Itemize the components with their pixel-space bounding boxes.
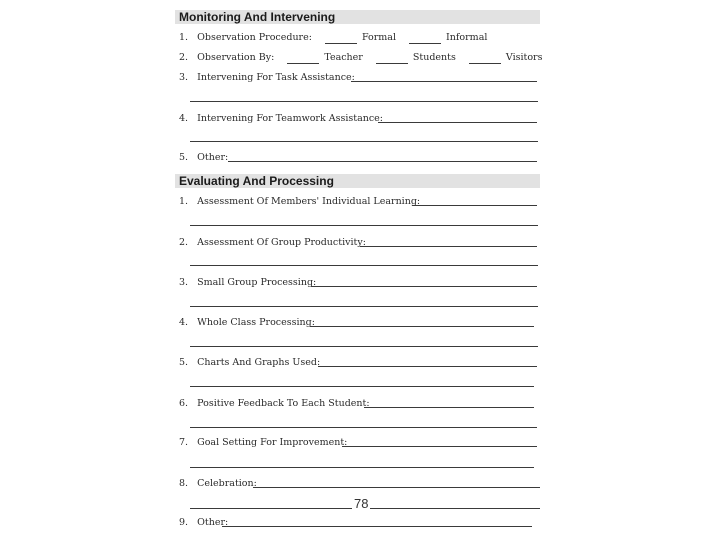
item-number: 3. xyxy=(179,72,189,83)
item-number: 7. xyxy=(179,437,189,448)
item-number: 4. xyxy=(179,317,189,328)
checkbox-blank-formal[interactable] xyxy=(325,34,357,44)
checkbox-blank-informal[interactable] xyxy=(409,34,441,44)
item-number: 5. xyxy=(179,357,189,368)
monitoring-item-task-assistance xyxy=(179,71,355,84)
item-label: Charts And Graphs Used: xyxy=(197,357,321,368)
answer-line[interactable] xyxy=(190,386,534,387)
option-formal: Formal xyxy=(361,32,396,43)
item-number: 3. xyxy=(179,277,189,288)
answer-line[interactable] xyxy=(190,427,537,428)
item-label: Small Group Processing: xyxy=(197,277,317,288)
item-label: Assessment Of Group Productivity: xyxy=(197,237,366,248)
evaluating-item-group-productivity xyxy=(179,236,366,249)
page-number: 78 xyxy=(354,496,369,511)
answer-line[interactable] xyxy=(378,122,537,123)
answer-line[interactable] xyxy=(190,467,534,468)
item-number: 4. xyxy=(179,113,189,124)
evaluating-item-goal-setting xyxy=(179,436,347,449)
item-number: 2. xyxy=(179,237,189,248)
item-label: Intervening For Task Assistance: xyxy=(197,72,355,83)
answer-line[interactable] xyxy=(228,161,537,162)
answer-line[interactable] xyxy=(190,306,538,307)
answer-line[interactable] xyxy=(351,81,537,82)
item-label: Intervening For Teamwork Assistance: xyxy=(197,113,384,124)
item-label: Celebration: xyxy=(197,478,257,489)
evaluating-item-positive-feedback xyxy=(179,397,370,410)
checkbox-blank-visitors[interactable] xyxy=(469,54,501,64)
item-number: 6. xyxy=(179,398,189,409)
item-number: 1. xyxy=(179,196,189,207)
answer-line[interactable] xyxy=(253,487,540,488)
evaluating-item-whole-class-processing xyxy=(179,316,315,329)
checkbox-blank-students[interactable] xyxy=(376,54,408,64)
answer-line[interactable] xyxy=(190,101,538,102)
answer-line[interactable] xyxy=(342,446,537,447)
answer-line[interactable] xyxy=(310,326,534,327)
monitoring-item-other xyxy=(179,151,228,164)
checkbox-blank-teacher[interactable] xyxy=(287,54,319,64)
option-visitors: Visitors xyxy=(505,52,543,63)
section-heading-monitoring: Monitoring And Intervening xyxy=(175,10,540,24)
answer-line[interactable] xyxy=(412,205,537,206)
answer-line[interactable] xyxy=(190,346,538,347)
section-heading-evaluating: Evaluating And Processing xyxy=(175,174,540,188)
evaluating-item-charts-graphs xyxy=(179,356,320,369)
item-label: Observation By: xyxy=(197,52,275,63)
item-label: Other: xyxy=(197,517,229,528)
item-label: Positive Feedback To Each Student: xyxy=(197,398,370,409)
answer-line[interactable] xyxy=(222,526,532,527)
item-number: 2. xyxy=(179,52,189,63)
item-number: 1. xyxy=(179,32,189,43)
item-number: 9. xyxy=(179,517,189,528)
answer-line[interactable] xyxy=(311,286,537,287)
item-number: 5. xyxy=(179,152,189,163)
option-students: Students xyxy=(412,52,456,63)
option-teacher: Teacher xyxy=(324,52,363,63)
answer-line[interactable] xyxy=(364,407,534,408)
evaluating-item-individual-learning xyxy=(179,195,420,208)
item-label: Assessment Of Members' Individual Learning: xyxy=(197,196,421,207)
answer-line[interactable] xyxy=(360,246,537,247)
answer-line[interactable] xyxy=(190,225,538,226)
answer-line[interactable] xyxy=(318,366,537,367)
evaluating-item-celebration xyxy=(179,477,257,490)
answer-line[interactable] xyxy=(190,265,538,266)
item-number: 8. xyxy=(179,478,189,489)
option-informal: Informal xyxy=(446,32,488,43)
answer-line[interactable] xyxy=(190,141,538,142)
monitoring-item-observation-procedure xyxy=(179,31,487,44)
item-label: Goal Setting For Improvement: xyxy=(197,437,348,448)
monitoring-item-observation-by xyxy=(179,51,542,64)
monitoring-item-teamwork-assistance xyxy=(179,112,383,125)
item-label: Observation Procedure: xyxy=(197,32,312,43)
evaluating-item-other xyxy=(179,516,228,529)
item-label: Whole Class Processing: xyxy=(197,317,315,328)
evaluating-item-small-group-processing xyxy=(179,276,316,289)
item-label: Other: xyxy=(197,152,229,163)
